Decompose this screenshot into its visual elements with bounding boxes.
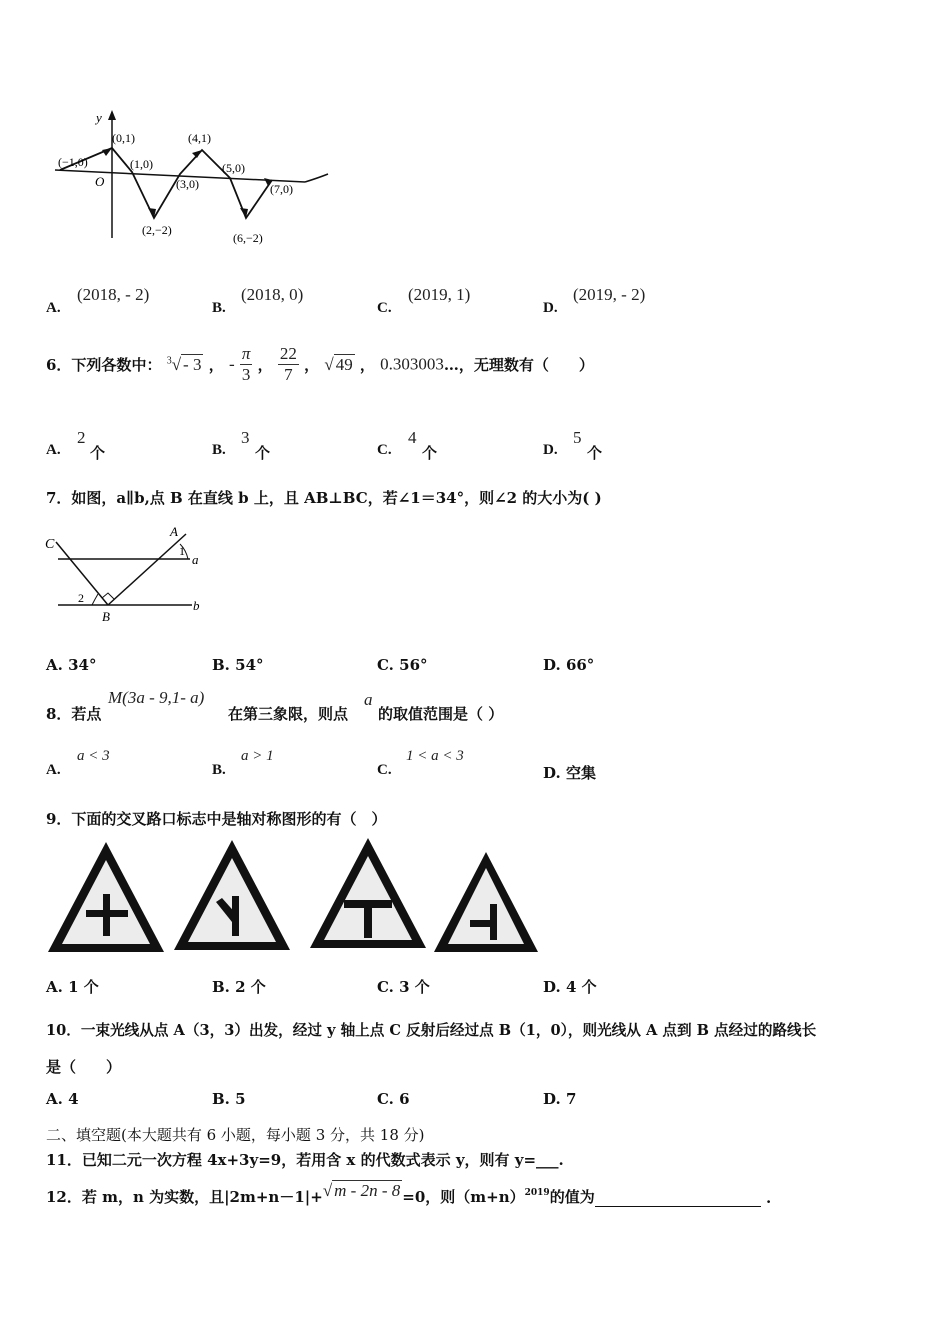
q6-sqrt-radicand: 49	[335, 355, 353, 374]
q5-option-a-letter: A.	[46, 300, 61, 316]
q6-prefix: 6．下列各数中：	[46, 356, 162, 374]
q10-option-c-value: 6	[399, 1090, 410, 1108]
q8-var-a: a	[364, 690, 373, 709]
q12-mid: =0，则（m+n）	[402, 1188, 525, 1206]
q6-frac1-den: 3	[241, 365, 251, 384]
q8-option-a-value: a < 3	[77, 748, 110, 764]
label-point-4-1: (4,1)	[188, 131, 211, 145]
q8-prefix: 8．若点	[46, 705, 102, 723]
q12-stem	[46, 1181, 772, 1222]
q10-option-b	[212, 1090, 246, 1108]
q8-suffix: 的取值范围是（ ）	[378, 705, 504, 723]
q11-stem: 11．已知二元一次方程 4x+3y=9，若用含 x 的代数式表示 y，则有 y=___.	[46, 1151, 564, 1169]
q9-stem: 9．下面的交叉路口标志中是轴对称图形的有（ ）	[46, 810, 387, 828]
road-sign-t-junction	[310, 838, 426, 948]
q6-option-c-unit: 个	[422, 444, 438, 462]
label-line-b: b	[193, 598, 200, 613]
q5-option-c-letter: C.	[377, 300, 392, 316]
q6-option-d-unit: 个	[587, 444, 603, 462]
label-point-neg1-0: (−1,0)	[58, 155, 88, 169]
q8-point-m: M(3a - 9,1- a)	[108, 688, 205, 707]
q5-option-d-value: (2019, - 2)	[573, 285, 646, 304]
q7-stem: 7．如图，a∥b,点 B 在直线 b 上，且 AB⊥BC，若∠1＝34°，则∠2 的大小为( )	[46, 489, 602, 507]
q7-option-d	[543, 656, 594, 674]
zigzag-path	[60, 148, 272, 218]
q8-option-b-value: a > 1	[241, 748, 274, 764]
q6-sep: ，	[208, 356, 224, 374]
q5-option-a-value: (2018, - 2)	[77, 285, 150, 304]
q10-option-c-letter: C.	[377, 1090, 394, 1108]
q8-option-b-letter: B.	[212, 762, 226, 778]
q10-option-a	[46, 1090, 79, 1108]
q6-cbrt: $^3$√ - 3	[166, 355, 202, 374]
label-a-point: A	[170, 524, 178, 539]
q7-option-b-letter: B.	[212, 656, 230, 674]
q7-option-a	[46, 656, 96, 674]
q10-option-b-value: 5	[235, 1090, 246, 1108]
q12-prefix: 12．若 m，n 为实数，且|2m+n－1|+	[46, 1188, 323, 1206]
q7-option-d-value: 66°	[565, 656, 595, 674]
q6-option-a-unit: 个	[90, 444, 106, 462]
label-point-3-0: (3,0)	[176, 177, 199, 191]
q12-sqrt: √ m - 2n - 8	[322, 1181, 401, 1200]
label-point-7-0: (7,0)	[270, 182, 293, 196]
q9-option-b-letter: B.	[212, 978, 230, 996]
q6-option-c-letter: C.	[377, 442, 392, 458]
q8-option-d	[543, 762, 596, 783]
q6-frac-pi-3	[240, 344, 253, 385]
q9-option-d-letter: D.	[543, 978, 561, 996]
label-point-6-neg2: (6,−2)	[233, 231, 263, 245]
q6-option-b-value: 3	[241, 428, 250, 447]
q9-option-a-value: 1 个	[68, 978, 99, 996]
label-c: C	[45, 537, 55, 552]
label-point-1-0: (1,0)	[130, 157, 153, 171]
label-point-2-neg2: (2,−2)	[142, 223, 172, 237]
q10-stem-line2: 是（ ）	[46, 1058, 122, 1076]
label-angle-2: 2	[78, 591, 84, 605]
q6-frac1-num: π	[241, 344, 251, 363]
q6-option-c-value: 4	[408, 428, 417, 447]
q5-option-b-value: (2018, 0)	[241, 285, 304, 304]
road-sign-y-junction	[174, 840, 290, 950]
q6-sep: ，	[257, 356, 273, 374]
q6-sep: ，	[359, 356, 375, 374]
q12-answer-blank[interactable]	[595, 1188, 761, 1207]
q6-option-d-value: 5	[573, 428, 582, 447]
q6-neg-sign: -	[228, 354, 235, 374]
q7-option-b	[212, 656, 264, 674]
q12-exponent: 2019	[524, 1188, 550, 1198]
q8-option-a-letter: A.	[46, 762, 61, 778]
q7-option-d-letter: D.	[543, 656, 561, 674]
q9-option-c-value: 3 个	[399, 978, 430, 996]
q5-option-b-letter: B.	[212, 300, 226, 316]
q6-stem	[46, 344, 594, 394]
q8-option-d-value: 空集	[565, 764, 596, 782]
q6-frac2-num: 22	[279, 344, 297, 363]
q7-option-c-letter: C.	[377, 656, 394, 674]
q6-option-a-letter: A.	[46, 442, 61, 458]
q8-option-c-value: 1 < a < 3	[406, 748, 464, 764]
q6-cbrt-radicand: - 3	[183, 355, 202, 374]
label-b-point: B	[102, 609, 110, 624]
q6-option-a-value: 2	[77, 428, 86, 447]
q6-sqrt: √ 49	[324, 355, 353, 374]
q10-option-d-letter: D.	[543, 1090, 561, 1108]
q10-option-b-letter: B.	[212, 1090, 230, 1108]
q12-suffix: 的值为	[549, 1188, 595, 1206]
label-origin: O	[95, 174, 105, 189]
q7-option-b-value: 54°	[235, 656, 264, 674]
label-point-5-0: (5,0)	[222, 161, 245, 175]
q5-option-d-letter: D.	[543, 300, 558, 316]
q7-option-a-letter: A.	[46, 656, 63, 674]
q9-option-c	[377, 976, 430, 997]
q9-option-d-value: 4 个	[565, 978, 597, 996]
q6-sep: ，	[304, 356, 320, 374]
q6-decimal: 0.303003	[380, 354, 444, 374]
q5-option-c-value: (2019, 1)	[408, 285, 471, 304]
q10-option-a-value: 4	[68, 1090, 79, 1108]
q12-radicand: m - 2n - 8	[334, 1181, 401, 1200]
q6-frac2-den: 7	[284, 365, 293, 384]
q7-option-c-value: 56°	[399, 656, 428, 674]
q9-option-b-value: 2 个	[235, 978, 266, 996]
q8-option-d-letter: D.	[543, 764, 561, 782]
q9-option-a-letter: A.	[46, 978, 63, 996]
q9-road-signs-figure	[46, 836, 546, 958]
q12-end: .	[765, 1189, 772, 1207]
road-sign-side-junction	[434, 852, 538, 952]
q6-frac-22-7	[278, 344, 299, 385]
road-sign-cross	[48, 842, 164, 952]
q6-option-b-unit: 个	[255, 444, 271, 462]
q10-option-c	[377, 1090, 410, 1108]
label-point-0-1: (0,1)	[112, 131, 135, 145]
q6-suffix: …，无理数有（ ）	[443, 356, 594, 374]
q7-parallel-lines-figure	[40, 522, 210, 627]
q9-option-c-letter: C.	[377, 978, 394, 996]
q6-option-b-letter: B.	[212, 442, 226, 458]
q7-option-a-value: 34°	[68, 656, 97, 674]
q6-option-d-letter: D.	[543, 442, 558, 458]
q9-option-b	[212, 976, 266, 997]
label-line-a: a	[192, 552, 199, 567]
section-heading-fill-blank: 二、填空题(本大题共有 6 小题，每小题 3 分，共 18 分)	[46, 1126, 425, 1144]
q10-option-d	[543, 1090, 576, 1108]
q8-option-c-letter: C.	[377, 762, 392, 778]
q9-option-a	[46, 976, 99, 997]
zigzag-graph-figure	[50, 108, 335, 253]
q10-option-d-value: 7	[565, 1090, 577, 1108]
label-y: y	[96, 110, 102, 125]
q10-stem-line1: 10．一束光线从点 A（3，3）出发，经过 y 轴上点 C 反射后经过点 B（1，0），则光线从 A 点到 B 点经过的路线长	[46, 1022, 817, 1039]
q7-option-c	[377, 656, 428, 674]
label-angle-1: 1	[179, 544, 185, 558]
q6-cbrt-index: 3	[166, 355, 172, 367]
q9-option-d	[543, 976, 597, 997]
q10-option-a-letter: A.	[46, 1090, 63, 1108]
q8-mid-text: 在第三象限，则点	[228, 705, 349, 723]
segment-ba	[108, 534, 186, 605]
